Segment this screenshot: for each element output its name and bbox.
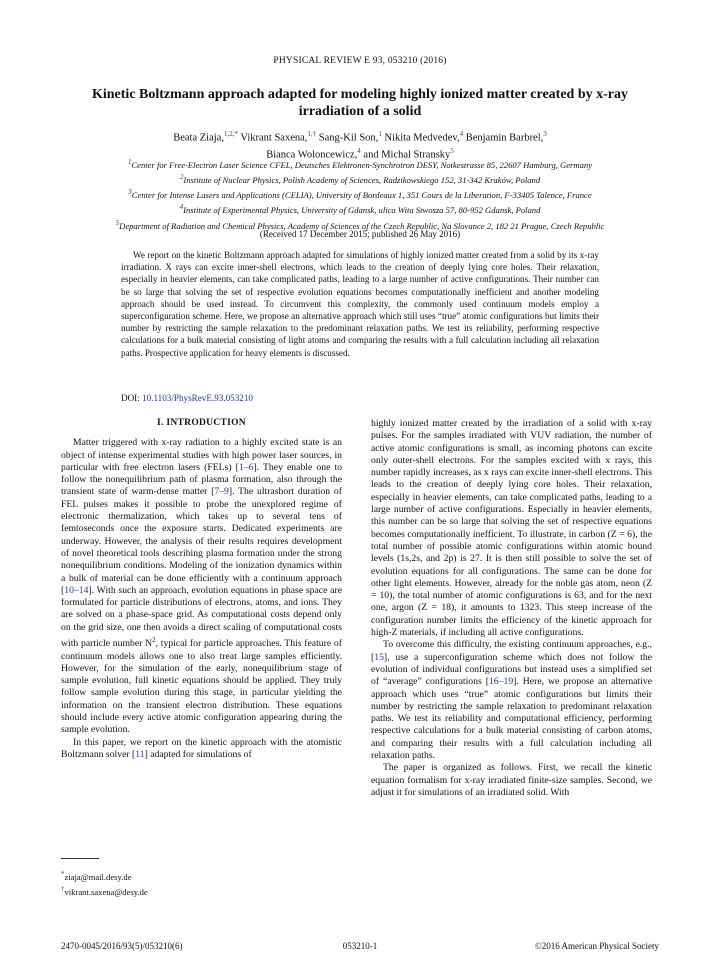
body-text: To overcome this difficulty, the existing continuum approaches, e.g., [: [371, 639, 652, 663]
right-column: [371, 418, 652, 799]
affiliation-text: Center for Intense Lasers and Applications (CELIA), University of Bordeaux 1, 351 Cours de la Liberation, F-33405 Talence, France: [131, 190, 592, 201]
affiliation-number: 4: [179, 203, 184, 212]
doi-link[interactable]: 10.1103/PhysRevE.93.053210: [142, 393, 253, 403]
citation-link[interactable]: 7–9: [214, 486, 229, 498]
footnote: [61, 868, 148, 883]
citation-link[interactable]: 15: [374, 651, 384, 663]
affiliation-number: 1: [127, 158, 132, 166]
received-dates: (Received 17 December 2015; published 26 May 2016): [259, 229, 461, 239]
author-affil-ref[interactable]: 1,†: [307, 130, 317, 138]
footer-copyright: ©2016 American Physical Society: [534, 941, 659, 951]
body-text: ], use a superconfiguration scheme which does not follow the evolution of individual configurations but instead uses a simplified set of “average” configurations [: [371, 651, 652, 688]
author-name: Bianca Woloncewicz,: [266, 149, 358, 160]
body-text: , typical for particle approaches. This feature of continuum models allows one to also treat large samples efficiently. However, for the simulation of the early, nonequilibrium stage of sample evolution, full kinetic equations should be applied. They truly follow sample evolution during this stage, in particular yielding the information on the transient electron distribution. These equations should include every active atomic configuration appearing during the sample evolution.: [61, 638, 342, 736]
author-affil-ref[interactable]: 5: [450, 146, 454, 155]
doi-label: DOI:: [121, 393, 140, 403]
footer-page-number: 053210-1: [342, 941, 378, 951]
body-text: ]. Here, we propose an alternative approach which uses “true” atomic configurations but limits their number by restricting the sample relaxation to predominant relaxation paths. We test its reliability and computational efficiency, performing respective calculations for a bulk material consisting of carbon atoms, and comparing their results with a full calculation including all relaxation paths.: [371, 676, 652, 762]
affiliation: [40, 156, 680, 171]
body-paragraph: [371, 418, 652, 639]
body-paragraph: The paper is organized as follows. First, we recall the kinetic equation formalism for x-ray irradiated finite-size samples. Second, we adjust it for simulations of an irradiated solid. With: [371, 762, 652, 798]
body-text: Matter triggered with x-ray radiation to a highly excited state is an object of intense experimental studies with high power laser sources, in particular with free electron lasers (FELs) [: [61, 437, 342, 473]
affiliation-number: 5: [115, 218, 120, 227]
body-paragraph: [61, 437, 342, 736]
footer-issn: 2470-0045/2016/93(5)/053210(6): [61, 941, 183, 951]
citation-link[interactable]: 16–19: [488, 676, 514, 688]
exponent: 2: [152, 636, 156, 645]
author-affil-ref[interactable]: 1: [378, 130, 382, 138]
author-name: and Michal Stransky: [360, 149, 451, 160]
paper-title: Kinetic Boltzmann approach adapted for modeling highly ionized matter created by x-ray irradiation of a solid: [91, 87, 628, 119]
body-text: highly ionized matter created by the irradiation of a solid with x-ray pulses. For the samples irradiated with VUV radiation, the number of active atomic configurations is small, as incoming photons can excite only outer-shell electrons. For the samples excited with x rays, this number rapidly increases, as x rays can excite inner-shell electrons. This leads to the creation of deeply lying core holes. Their relaxation, especially in heavier elements, can take complicated paths, leading to a large number of active configurations. Especially in heavier elements, this number can be so large that solving the set of respective equations becomes computationally inefficient. To illustrate, in carbon (Z = 6), the total number of possible atomic configurations within atomic bound levels (1s,2s, and 2p) is 27. It is then still possible to solve the set of evolution equations for all configurations. The same can be done for other light elements. However, already for the noble gas atom, neon (Z = 10), the total number of atomic configurations is 63, and for the next one, argon (Z = 18), it amounts to 1323. This steep increase of the configuration number limits the efficiency of the kinetic approach for high-Z materials, if including all active configurations.: [371, 418, 652, 639]
affiliation-text: Center for Free-Electron Laser Science CFEL, Deutsches Elektronen-Synchrotron DESY, Notkestrasse 85, 22607 Hamburg, Germany: [131, 159, 593, 170]
affiliation-number: 2: [179, 173, 184, 182]
footnote: [61, 883, 148, 898]
affiliation: [40, 201, 680, 216]
author-name: Beata Ziaja,: [173, 132, 224, 144]
body-text: ]. With such an approach, evolution equations in phase space are formulated for particle distributions of electrons, atoms, and ions. They are solved on a phase-space grid. As computational costs depend only on the grid size, one then avoids a direct scaling of computational costs with particle number N: [61, 584, 342, 650]
footnote-divider: [61, 858, 99, 859]
author-name: Vikrant Saxena,: [237, 132, 308, 144]
body-paragraph: [61, 737, 342, 762]
author-name: Sang-Kil Son,: [316, 132, 379, 144]
citation-link[interactable]: 11: [135, 748, 145, 760]
journal-header: PHYSICAL REVIEW E 93, 053210 (2016): [273, 56, 447, 66]
citation-link[interactable]: 1–6: [238, 461, 254, 473]
body-paragraph: [371, 639, 652, 762]
footnote-email[interactable]: ziaja@mail.desy.de: [64, 871, 132, 882]
author-name: Benjamin Barbrel,: [463, 132, 544, 144]
body-text: ]. The ultrashort duration of FEL pulses makes it possible to probe the unexplored regime of electronic thermalization, which takes up to several tens of femtoseconds once the exposure starts. Dedicated experiments are underway. However, the analysis of their results requires development of novel theoretical tools describing plasma formation under the strong nonequilibrium conditions. Modeling of the ionization dynamics within a bulk of material can be done efficiently with a continuum approach [: [61, 486, 342, 596]
affiliation-list: [40, 156, 680, 232]
affiliation: [40, 171, 680, 186]
affiliation-text: Institute of Nuclear Physics, Polish Academy of Sciences, Radzikowskiego 152, 31-342 Kraków, Poland: [183, 175, 541, 186]
body-text: In this paper, we report on the kinetic approach with the atomistic Boltzmann solver [: [61, 736, 342, 760]
footnote-email[interactable]: vikrant.saxena@desy.de: [64, 886, 148, 897]
affiliation-text: Department of Radiation and Chemical Physics, Academy of Sciences of the Czech Republic, Na Slovance 2, 182 21 Prague, Czech Republic: [119, 220, 605, 231]
author-affil-ref[interactable]: 1,2,*: [223, 130, 238, 138]
author-affil-ref[interactable]: 4: [357, 146, 361, 155]
author-affil-ref[interactable]: 3: [543, 130, 547, 138]
section-heading: I. INTRODUCTION: [157, 418, 246, 428]
left-column: [61, 417, 342, 761]
footnote-mark: *: [61, 870, 65, 878]
author-affil-ref[interactable]: 4: [459, 130, 464, 138]
footnotes: [61, 868, 148, 898]
affiliation-text: Institute of Experimental Physics, University of Gdansk, ulica Wita Stwosza 57, 80-952 Gdansk, Poland: [183, 205, 541, 216]
author-name: Nikita Medvedev,: [381, 132, 460, 144]
doi-line: [121, 393, 253, 403]
abstract: We report on the kinetic Boltzmann approach adapted for simulations of highly ionized matter created from a solid by its x-ray irradiation. X rays can excite inner-shell electrons, which leads to the creation of deeply lying core holes. Their relaxation, especially in heavier elements, can take complicated paths, leading to a large number of active configurations. Their number can be so large that solving the set of respective evolution equations becomes computationally inefficient and another modeling approach should be used instead. To circumvent this complexity, the commonly used continuum models employ a superconfiguration scheme. Here, we propose an alternative approach which still uses “true” atomic configurations but limits their number by restricting the sample relaxation to the predominant relaxation paths. We test its reliability, performing respective calculations for a bulk material consisting of light atoms and comparing the results with a full calculation including all relaxation paths. Prospective application for heavy elements is discussed.: [121, 250, 599, 358]
body-text: ] adapted for simulations of: [144, 748, 252, 760]
citation-link[interactable]: 10–14: [64, 584, 89, 596]
affiliation: [40, 186, 680, 201]
affiliation-number: 3: [128, 188, 132, 197]
footnote-mark: †: [61, 884, 65, 893]
body-text: ]. They enable one to follow the nonequilibrium path of plasma formation, also through the transient state of warm-dense matter [: [61, 461, 343, 498]
